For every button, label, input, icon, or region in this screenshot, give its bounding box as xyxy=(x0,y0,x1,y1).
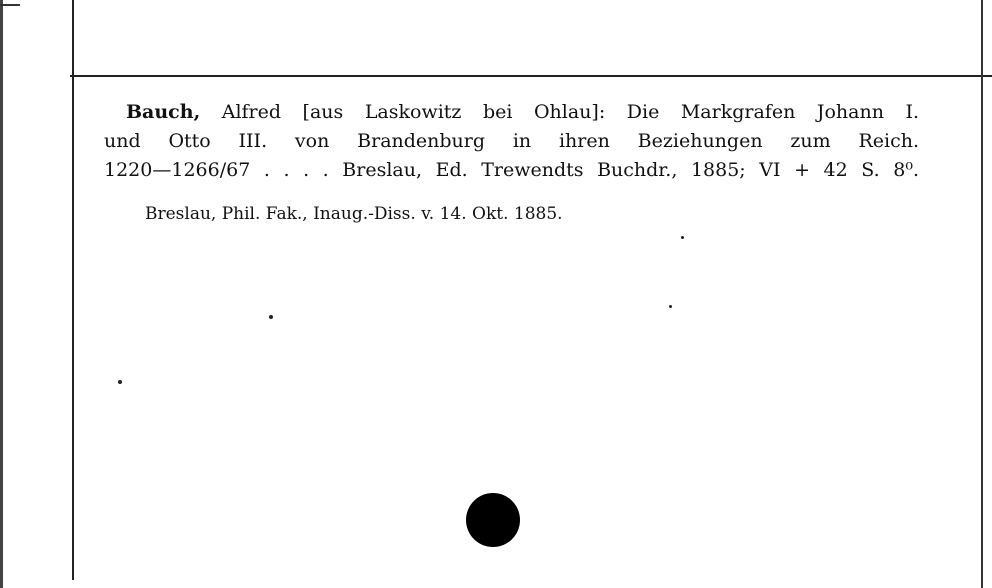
card-right-rule xyxy=(981,0,983,588)
speck xyxy=(669,305,672,308)
card-edge xyxy=(0,0,3,588)
punch-hole xyxy=(466,493,520,547)
card-top-rule xyxy=(70,75,992,77)
speck xyxy=(118,380,122,384)
entry-line-2: und Otto III. von Brandenburg in ihren Beziehungen zum Reich. xyxy=(104,130,919,152)
entry-line-1 xyxy=(104,98,919,127)
speck xyxy=(681,236,684,239)
dissertation-note: Breslau, Phil. Fak., Inaug.-Diss. v. 14. Okt. 1885. xyxy=(145,204,563,224)
entry-line-3: 1220—1266/67 . . . . Breslau, Ed. Trewendts Buchdr., 1885; VI + 42 S. 8⁰. xyxy=(104,159,919,181)
entry-heading: Bauch, xyxy=(126,101,201,123)
entry-line-1-text: Alfred [aus Laskowitz bei Ohlau]: Die Markgrafen Johann I. xyxy=(221,101,919,123)
speck xyxy=(269,315,273,319)
card-left-rule xyxy=(72,0,74,580)
card-tab-mark xyxy=(0,4,20,6)
bibliographic-entry xyxy=(104,98,919,185)
